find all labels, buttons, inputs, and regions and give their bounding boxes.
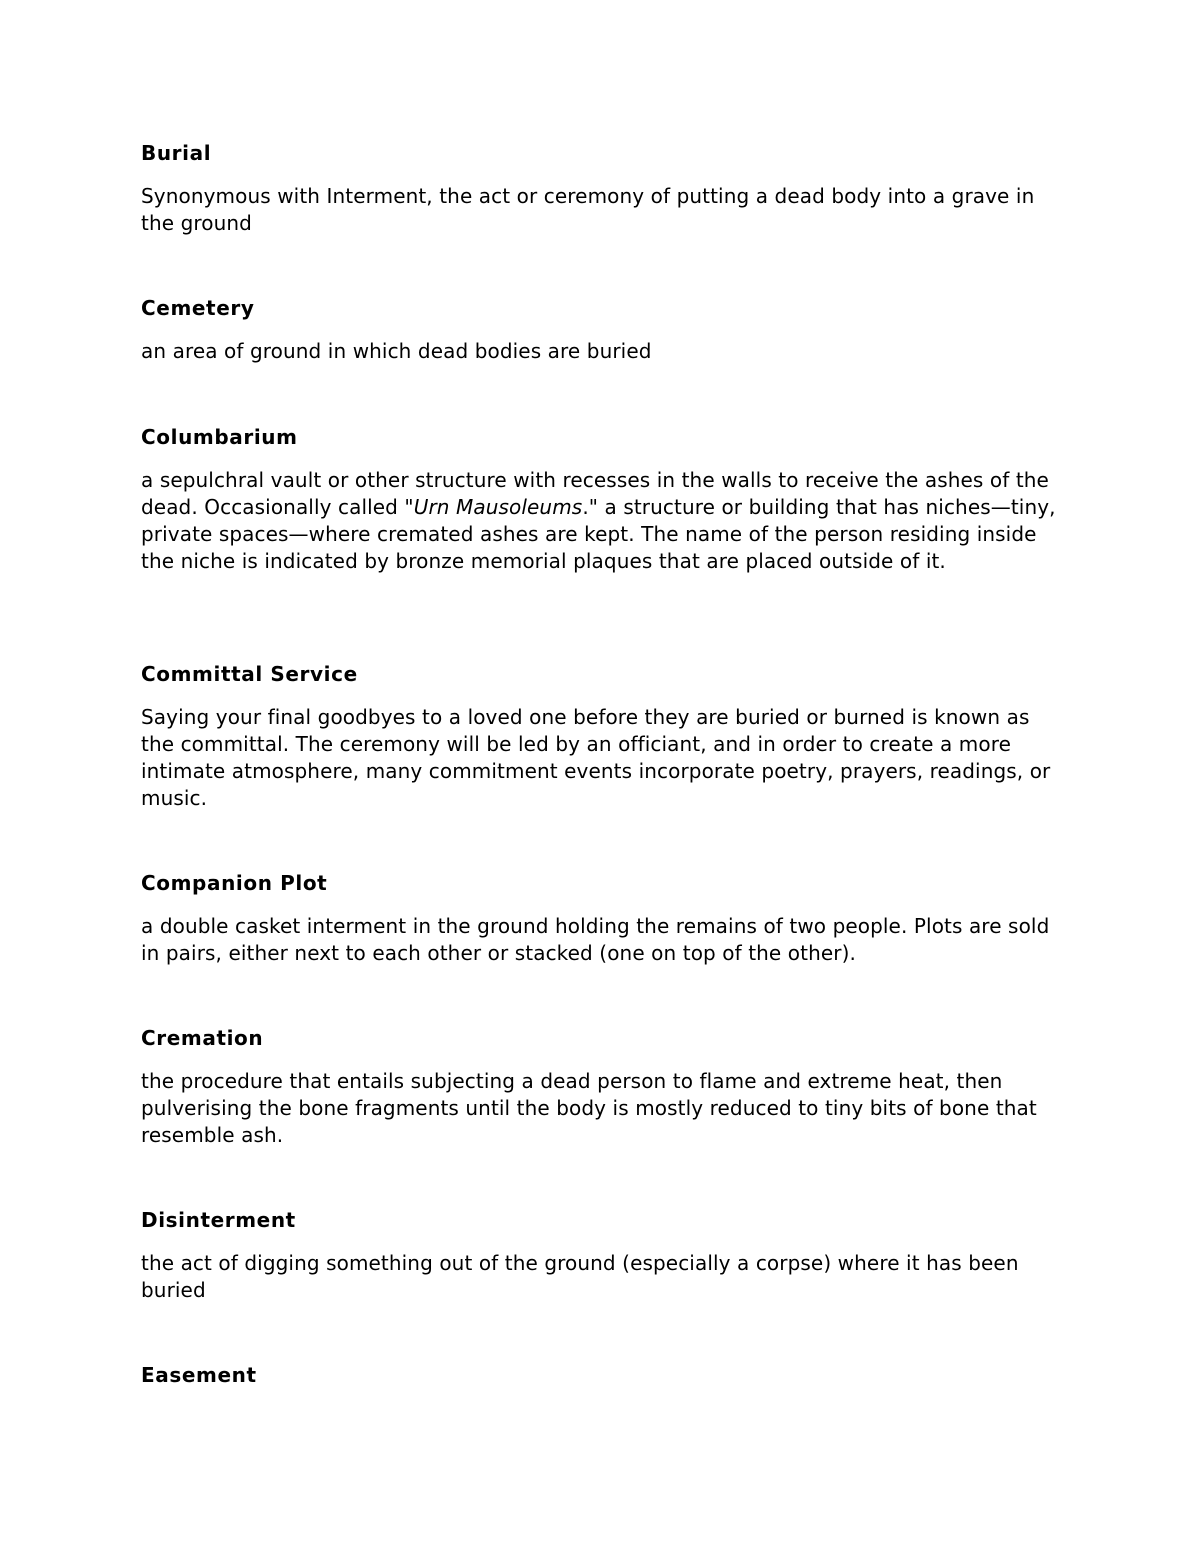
term-heading: Cremation	[141, 1026, 264, 1050]
definition-text-end: ." a structure or building that has niches—tiny, private spaces—where cremated ashes are kept. The name of the person residing inside the niche is indicated by bronze memorial plaques that are placed outside of it.	[141, 495, 1056, 573]
term-definition	[141, 467, 1066, 575]
glossary-entry-cremation	[141, 1025, 1066, 1149]
term-heading: Companion Plot	[141, 871, 328, 895]
term-heading: Burial	[141, 141, 212, 165]
glossary-entry-burial	[141, 140, 1066, 237]
glossary-entry-disinterment	[141, 1207, 1066, 1304]
term-definition: the procedure that entails subjecting a dead person to flame and extreme heat, then pulverising the bone fragments until the body is mostly reduced to tiny bits of bone that resemble ash.	[141, 1069, 1037, 1147]
term-definition: an area of ground in which dead bodies are buried	[141, 339, 652, 363]
term-heading: Committal Service	[141, 662, 358, 686]
glossary-entry-companion-plot	[141, 870, 1066, 967]
term-heading: Disinterment	[141, 1208, 296, 1232]
glossary-entry-easement	[141, 1362, 1066, 1389]
definition-italic-text: Urn Mausoleums	[413, 495, 583, 519]
glossary-entry-committal-service	[141, 661, 1066, 812]
glossary-entry-cemetery	[141, 295, 1066, 365]
glossary-entry-columbarium	[141, 424, 1066, 575]
term-heading: Cemetery	[141, 296, 255, 320]
term-definition: Synonymous with Interment, the act or ceremony of putting a dead body into a grave in the ground	[141, 184, 1035, 235]
term-definition: Saying your final goodbyes to a loved one before they are buried or burned is known as the committal. The ceremony will be led by an officiant, and in order to create a more intimate atmosphere, many commitment events incorporate poetry, prayers, readings, or music.	[141, 705, 1051, 810]
term-heading: Easement	[141, 1363, 257, 1387]
term-heading: Columbarium	[141, 425, 298, 449]
definition-text-start: a sepulchral vault or other structure with recesses in the walls to receive the ashes of the dead. Occasionally called "	[141, 468, 1049, 519]
term-definition: the act of digging something out of the ground (especially a corpse) where it has been buried	[141, 1251, 1019, 1302]
term-definition: a double casket interment in the ground holding the remains of two people. Plots are sold in pairs, either next to each other or stacked (one on top of the other).	[141, 914, 1050, 965]
